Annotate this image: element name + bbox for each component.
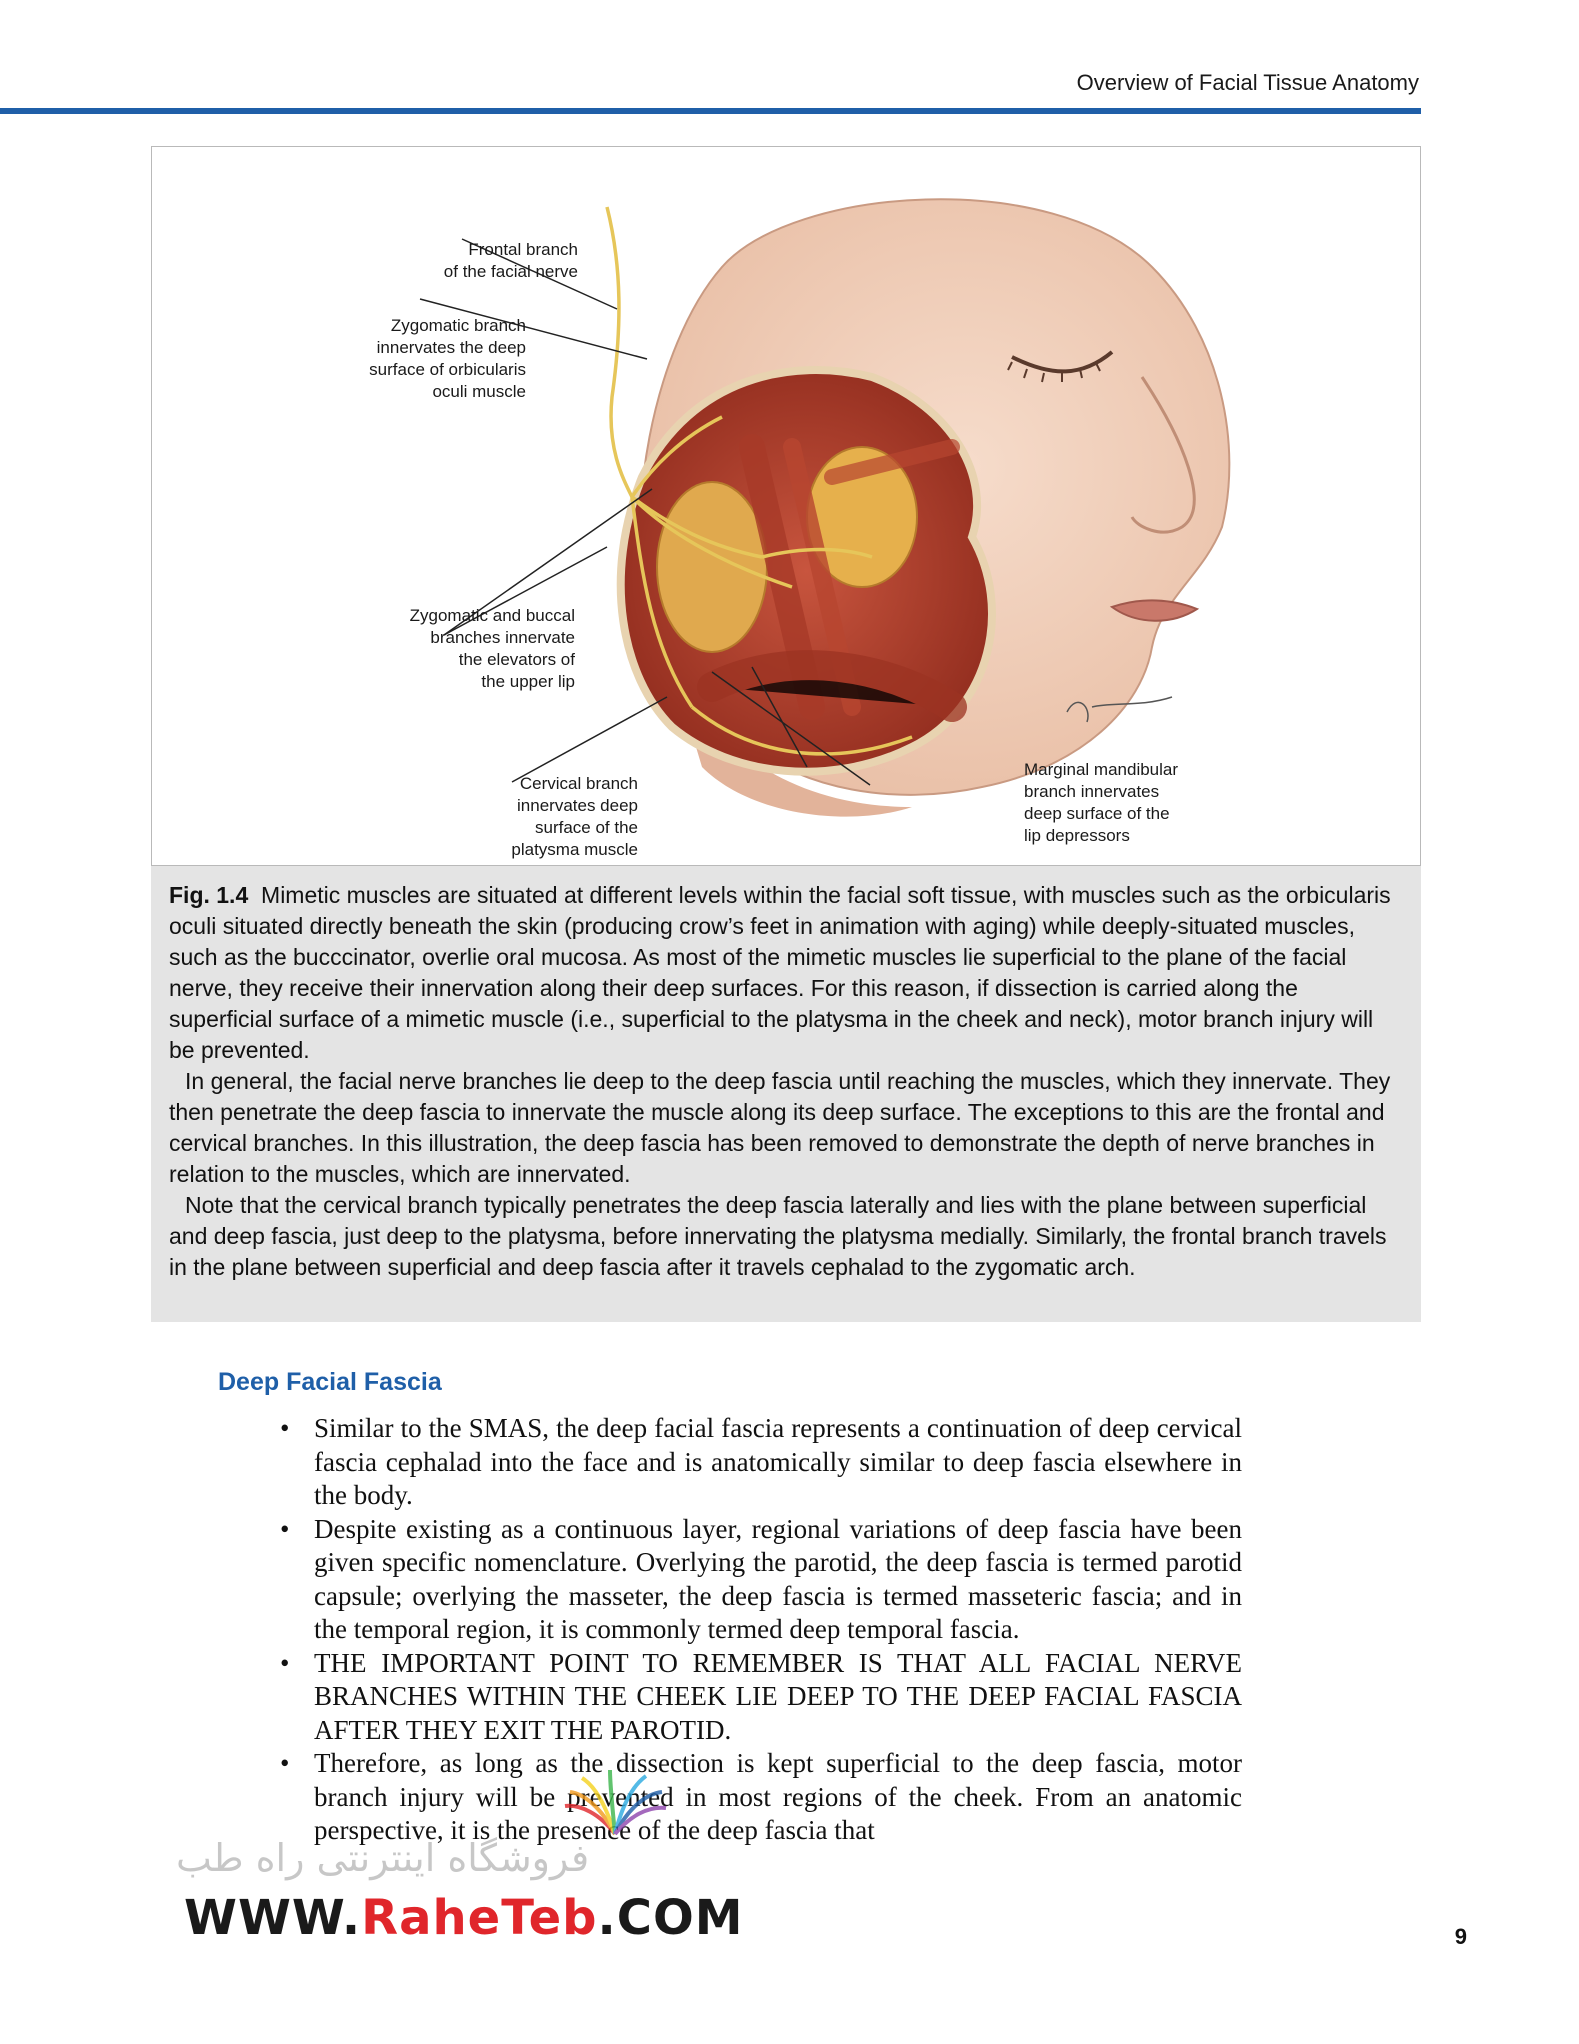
list-item [272, 1647, 1242, 1748]
list-item-text: Similar to the SMAS, the deep facial fascia represents a continuation of deep cervical fascia cephalad into the face and is anatomically similar to deep fascia elsewhere in the body. [314, 1413, 1242, 1510]
callout-line: lip depressors [1024, 826, 1130, 845]
caption-paragraph [169, 880, 1403, 1066]
page-number: 9 [1454, 1924, 1467, 1949]
callout-line: innervates the deep [376, 338, 526, 357]
bullet-icon: • [280, 1513, 290, 1544]
list-item-text: Despite existing as a continuous layer, regional variations of deep fascia have been given specific nomenclature. Overlying the parotid, the deep fascia is termed parotid capsule; overlying the masseter, the deep fascia is termed masseteric fascia; and in the temporal region, it is commonly termed deep temporal fascia. [314, 1513, 1242, 1644]
caption-paragraph: Note that the cervical branch typically penetrates the deep fascia laterally and lies with the plane between superficial and deep fascia, just deep to the platysma, before innervating the platysma medially. Similarly, the frontal branch travels in the plane between superficial and deep fascia after it travels cephalad to the zygomatic arch. [169, 1192, 1387, 1280]
watermark-book-logo-icon [560, 1764, 670, 1844]
running-head: Overview of Facial Tissue Anatomy [1076, 70, 1419, 95]
caption-paragraph: In general, the facial nerve branches lie deep to the deep fascia until reaching the muscles, which they innervate. They then penetrate the deep fascia to innervate the muscle along its deep surface. The exceptions to this are the frontal and cervical branches. In this illustration, the deep fascia has been removed to demonstrate the depth of nerve branches in relation to the muscles, which are innervated. [169, 1068, 1391, 1187]
list-item [272, 1513, 1242, 1647]
caption-text: Mimetic muscles are situated at different levels within the facial soft tissue, with muscles such as the orbicularis oculi situated directly beneath the skin (producing crow’s feet in animation with aging) while deeply-situated muscles, such as the bucccinator, overlie oral mucosa. As most of the mimetic muscles lie superficial to the plane of the facial nerve, they receive their innervation along their deep surfaces. For this reason, if dissection is carried along the superficial surface of a mimetic muscle (i.e., superficial to the platysma in the cheek and neck), motor branch injury will be prevented. [169, 882, 1391, 1063]
watermark-url-brand: RaheTeb [361, 1890, 598, 1946]
callout-zygomatic-branch [369, 315, 526, 403]
callout-line: branches innervate [430, 628, 575, 647]
callout-line: the elevators of [458, 650, 575, 669]
bullet-icon: • [280, 1748, 290, 1778]
watermark-url-suffix: .COM [597, 1890, 744, 1946]
watermark-url [184, 1890, 744, 1946]
figure-caption [151, 866, 1421, 1322]
callout-line: surface of orbicularis [369, 360, 526, 379]
parotid-fat [657, 482, 767, 652]
callout-zygomatic-buccal [410, 605, 575, 693]
watermark-farsi-text: فروشگاه اینترنتی راه طب [176, 1836, 590, 1880]
callout-line: of the facial nerve [443, 262, 578, 281]
callout-line: Cervical branch [519, 774, 638, 793]
callout-frontal-branch [444, 239, 578, 283]
callout-line: branch innervates [1024, 782, 1160, 801]
list-item-text: Therefore, as long as the dissection is kept superficial to the deep fascia, motor branch injury will be prevented in most regions of the cheek. From an anatomic perspective, it is the presence of the deep fascia that [314, 1748, 1242, 1845]
watermark-url-prefix: WWW. [184, 1890, 362, 1946]
callout-line: innervates deep [517, 796, 638, 815]
callout-line: platysma muscle [511, 840, 638, 859]
callout-line: Zygomatic branch [390, 316, 526, 335]
bullet-icon: • [280, 1413, 290, 1443]
bullet-icon: • [280, 1647, 290, 1678]
callout-line: Zygomatic and buccal [409, 606, 575, 625]
callout-line: the upper lip [481, 672, 575, 691]
callout-line: oculi muscle [432, 382, 526, 401]
callout-line: Marginal mandibular [1024, 760, 1179, 779]
anatomy-illustration [152, 147, 1420, 865]
list-item [272, 1412, 1242, 1513]
section-heading: Deep Facial Fascia [218, 1368, 442, 1396]
figure-label: Fig. 1.4 [169, 882, 249, 908]
figure-frame [151, 146, 1421, 866]
bullet-list [272, 1412, 1242, 1848]
list-item [272, 1747, 1242, 1848]
callout-marginal-mandibular [1024, 759, 1178, 847]
callout-cervical-branch [511, 773, 638, 861]
callout-line: deep surface of the [1024, 804, 1170, 823]
callout-line: Frontal branch [468, 240, 578, 259]
header-rule [0, 108, 1421, 114]
list-item-text: THE IMPORTANT POINT TO REMEMBER IS THAT ALL FACIAL NERVE BRANCHES WITHIN THE CHEEK LIE DEEP TO THE DEEP FACIAL FASCIA AFTER THEY EXIT THE PAROTID. [314, 1647, 1242, 1745]
callout-line: surface of the [534, 818, 638, 837]
